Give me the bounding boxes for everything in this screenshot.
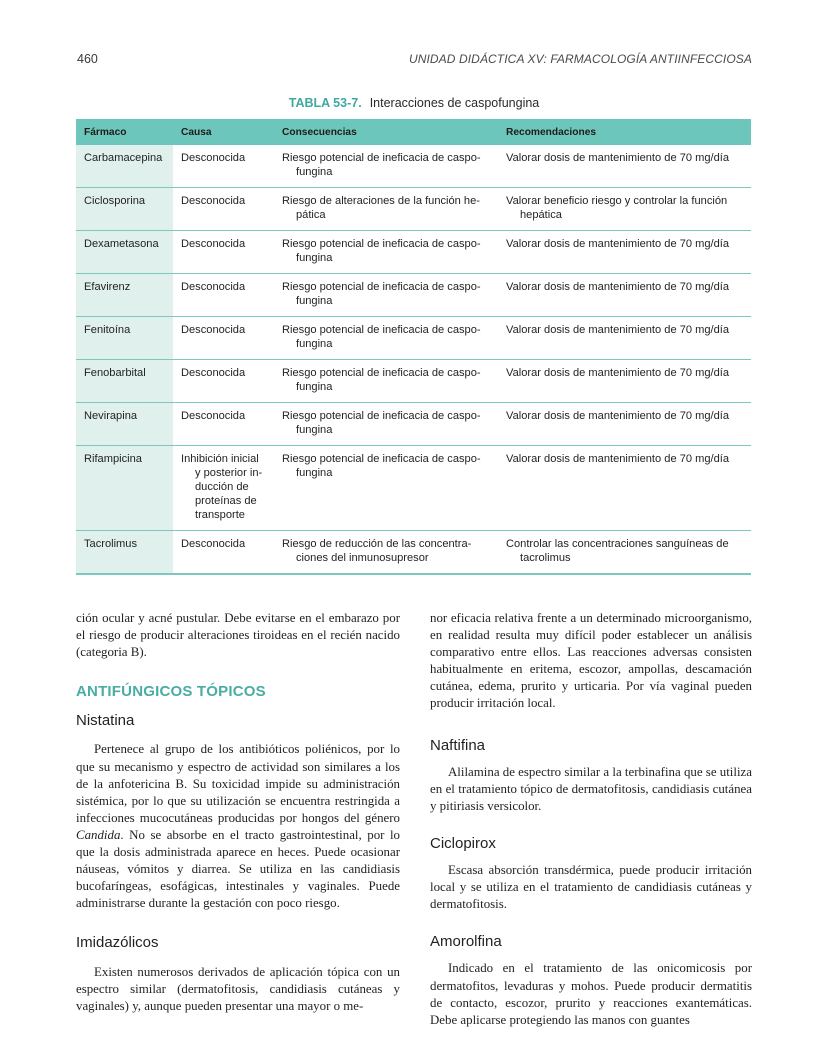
recommendation-cell-line: Valorar dosis de mantenimiento de 70 mg/día xyxy=(506,152,730,164)
drug-cell: Carbamacepina xyxy=(76,145,173,188)
recommendation-cell xyxy=(498,360,751,403)
cause-cell-line: Desconocida xyxy=(181,367,246,379)
recommendation-cell xyxy=(498,188,751,231)
consequence-cell-line: Riesgo potencial de ineficacia de caspo- xyxy=(282,152,481,164)
table-caption xyxy=(0,96,828,110)
section-heading: ANTIFÚNGICOS TÓPICOS xyxy=(76,683,266,701)
recommendation-cell-line: Controlar las concentraciones sanguíneas de xyxy=(506,538,729,550)
consequence-cell xyxy=(274,188,498,231)
table-row xyxy=(76,145,751,188)
page-number: 460 xyxy=(77,52,98,66)
table-body xyxy=(76,145,751,574)
recommendation-cell xyxy=(498,403,751,446)
right-column xyxy=(430,610,752,1029)
table-title: Interacciones de caspofungina xyxy=(369,96,540,110)
recommendation-cell xyxy=(498,274,751,317)
drug-cell: Fenitoína xyxy=(76,317,173,360)
table-label: TABLA 53-7. xyxy=(288,96,362,110)
column-header: Consecuencias xyxy=(274,119,498,145)
cause-cell xyxy=(173,403,274,446)
genus-name: Candida xyxy=(76,827,121,842)
cause-cell xyxy=(173,274,274,317)
table-row xyxy=(76,188,751,231)
consequence-cell-line: fungina xyxy=(296,467,333,479)
subheading-nistatina: Nistatina xyxy=(76,712,135,730)
nistatina-paragraph xyxy=(76,741,400,912)
consequence-cell xyxy=(274,317,498,360)
consequence-cell xyxy=(274,531,498,575)
cause-cell xyxy=(173,188,274,231)
cause-cell-line: Inhibición inicial xyxy=(181,453,259,465)
consequence-cell-line: Riesgo de alteraciones de la función he- xyxy=(282,195,480,207)
cause-cell-line: Desconocida xyxy=(181,324,246,336)
consequence-cell-line: fungina xyxy=(296,295,333,307)
cause-cell-line: transporte xyxy=(195,509,245,521)
column-header: Recomendaciones xyxy=(498,119,751,145)
consequence-cell-line: Riesgo potencial de ineficacia de caspo- xyxy=(282,281,481,293)
cause-cell xyxy=(173,145,274,188)
recommendation-cell-line: Valorar dosis de mantenimiento de 70 mg/día xyxy=(506,410,730,422)
drug-cell: Efavirenz xyxy=(76,274,173,317)
consequence-cell-line: Riesgo potencial de ineficacia de caspo- xyxy=(282,453,481,465)
table-row xyxy=(76,274,751,317)
continuation-paragraph: ción ocular y acné pustular. Debe evitarse en el embarazo por el riesgo de producir alteraciones tiroideas en el recién nacido (categoria B). xyxy=(76,611,400,660)
consequence-cell-line: Riesgo potencial de ineficacia de caspo- xyxy=(282,410,481,422)
consequence-cell xyxy=(274,446,498,531)
recommendation-cell xyxy=(498,446,751,531)
drug-cell: Rifampicina xyxy=(76,446,173,531)
cause-cell-line: proteínas de xyxy=(195,495,257,507)
consequence-cell-line: pática xyxy=(296,209,326,221)
text-run: . No se absorbe en el tracto gastrointestinal, por lo que la dosis administrada aparece en heces. Puede ocasionar náuseas, vómitos y diarrea. Se utiliza en las candidiasis bucofaríngeas, esofágicas, intestinales y vaginales. Puede administrarse durante la gestación con poco riesgo. xyxy=(76,827,400,911)
page-header xyxy=(77,52,752,70)
table-row xyxy=(76,317,751,360)
cause-cell-line: ducción de xyxy=(195,481,249,493)
recommendation-cell-line: Valorar dosis de mantenimiento de 70 mg/día xyxy=(506,367,730,379)
recommendation-cell-line: Valorar dosis de mantenimiento de 70 mg/día xyxy=(506,453,730,465)
consequence-cell-line: Riesgo potencial de ineficacia de caspo- xyxy=(282,367,481,379)
consequence-cell-line: fungina xyxy=(296,424,333,436)
consequence-cell-line: fungina xyxy=(296,338,333,350)
cause-cell-line: Desconocida xyxy=(181,195,246,207)
cause-cell xyxy=(173,531,274,575)
recommendation-cell-line: Valorar dosis de mantenimiento de 70 mg/día xyxy=(506,281,730,293)
cause-cell-line: Desconocida xyxy=(181,281,246,293)
amorolfina-paragraph: Indicado en el tratamiento de las onicomicosis por dermatofitos, levaduras y mohos. Puede producir dermatitis de contacto, escozor, prurito y reacciones exantemáticas. Debe aplicarse protegiendo las manos con guantes xyxy=(430,961,752,1027)
cause-cell-line: y posterior in- xyxy=(195,467,263,479)
drug-cell: Nevirapina xyxy=(76,403,173,446)
subheading-naftifina: Naftifina xyxy=(430,736,486,754)
cause-cell xyxy=(173,446,274,531)
column-header: Causa xyxy=(173,119,274,145)
consequence-cell-line: fungina xyxy=(296,252,333,264)
cause-cell xyxy=(173,317,274,360)
table-row xyxy=(76,360,751,403)
table-row xyxy=(76,531,751,575)
consequence-cell-line: Riesgo de reducción de las concentra- xyxy=(282,538,472,550)
recommendation-cell xyxy=(498,531,751,575)
drug-cell: Ciclosporina xyxy=(76,188,173,231)
running-title: UNIDAD DIDÁCTICA XV: FARMACOLOGÍA ANTIINFECCIOSA xyxy=(408,52,752,66)
consequence-cell-line: fungina xyxy=(296,381,333,393)
cause-cell-line: Desconocida xyxy=(181,238,246,250)
consequence-cell-line: Riesgo potencial de ineficacia de caspo- xyxy=(282,238,481,250)
cause-cell xyxy=(173,360,274,403)
drug-cell: Fenobarbital xyxy=(76,360,173,403)
subheading-imidazolicos: Imidazólicos xyxy=(76,934,159,952)
recommendation-cell xyxy=(498,145,751,188)
drug-cell: Dexametasona xyxy=(76,231,173,274)
recommendation-cell xyxy=(498,231,751,274)
consequence-cell xyxy=(274,145,498,188)
continuation-paragraph: nor eficacia relativa frente a un determinado microorganismo, en realidad resulta muy difícil poder establecer un análisis comparativo entre ellos. Las reacciones adversas consisten habitualmente en eritema, escozor, ampollas, descamación cutánea, edema, prurito y urticaria. Por vía vaginal pueden producir irritación local. xyxy=(430,611,752,711)
consequence-cell-line: Riesgo potencial de ineficacia de caspo- xyxy=(282,324,481,336)
imidazolicos-paragraph: Existen numerosos derivados de aplicación tópica con un espectro similar (dermatofitosis, candidiasis cutáneas y vaginales) y, aunque pueden presentar una mayor o me- xyxy=(76,964,400,1013)
table-row xyxy=(76,403,751,446)
consequence-cell xyxy=(274,274,498,317)
consequence-cell-line: fungina xyxy=(296,166,333,178)
text-run: Pertenece al grupo de los antibióticos poliénicos, por lo que su mecanismo y espectro de actividad son similares a los de la anfotericina B. Su toxicidad impide su administración sistémica, por lo que su utilización se encuentra restringida a infecciones mucocutáneas producidas por hongos del género xyxy=(76,742,400,825)
cause-cell xyxy=(173,231,274,274)
column-header: Fármaco xyxy=(76,119,173,145)
recommendation-cell-line: Valorar dosis de mantenimiento de 70 mg/día xyxy=(506,324,730,336)
cause-cell-line: Desconocida xyxy=(181,538,246,550)
table-row xyxy=(76,446,751,531)
consequence-cell xyxy=(274,360,498,403)
subheading-ciclopirox: Ciclopirox xyxy=(430,834,496,852)
consequence-cell xyxy=(274,403,498,446)
cause-cell-line: Desconocida xyxy=(181,410,246,422)
drug-cell: Tacrolimus xyxy=(76,531,173,575)
recommendation-cell-line: Valorar beneficio riesgo y controlar la función xyxy=(506,195,728,207)
subheading-amorolfina: Amorolfina xyxy=(430,933,502,951)
left-column xyxy=(76,610,400,1015)
recommendation-cell xyxy=(498,317,751,360)
ciclopirox-paragraph: Escasa absorción transdérmica, puede producir irritación local y se utiliza en el tratamiento de candidiasis cutáneas y dermatofitosis. xyxy=(430,863,752,912)
recommendation-cell-line: tacrolimus xyxy=(520,552,571,564)
naftifina-paragraph: Alilamina de espectro similar a la terbinafina que se utiliza en el tratamiento tópico de dermatofitosis, candidiasis cutánea y pitiriasis versicolor. xyxy=(430,764,752,813)
recommendation-cell-line: Valorar dosis de mantenimiento de 70 mg/día xyxy=(506,238,730,250)
cause-cell-line: Desconocida xyxy=(181,152,246,164)
consequence-cell xyxy=(274,231,498,274)
consequence-cell-line: ciones del inmunosupresor xyxy=(296,552,429,564)
interactions-table xyxy=(76,119,751,575)
table-header-row xyxy=(76,119,751,145)
recommendation-cell-line: hepática xyxy=(520,209,562,221)
table-row xyxy=(76,231,751,274)
